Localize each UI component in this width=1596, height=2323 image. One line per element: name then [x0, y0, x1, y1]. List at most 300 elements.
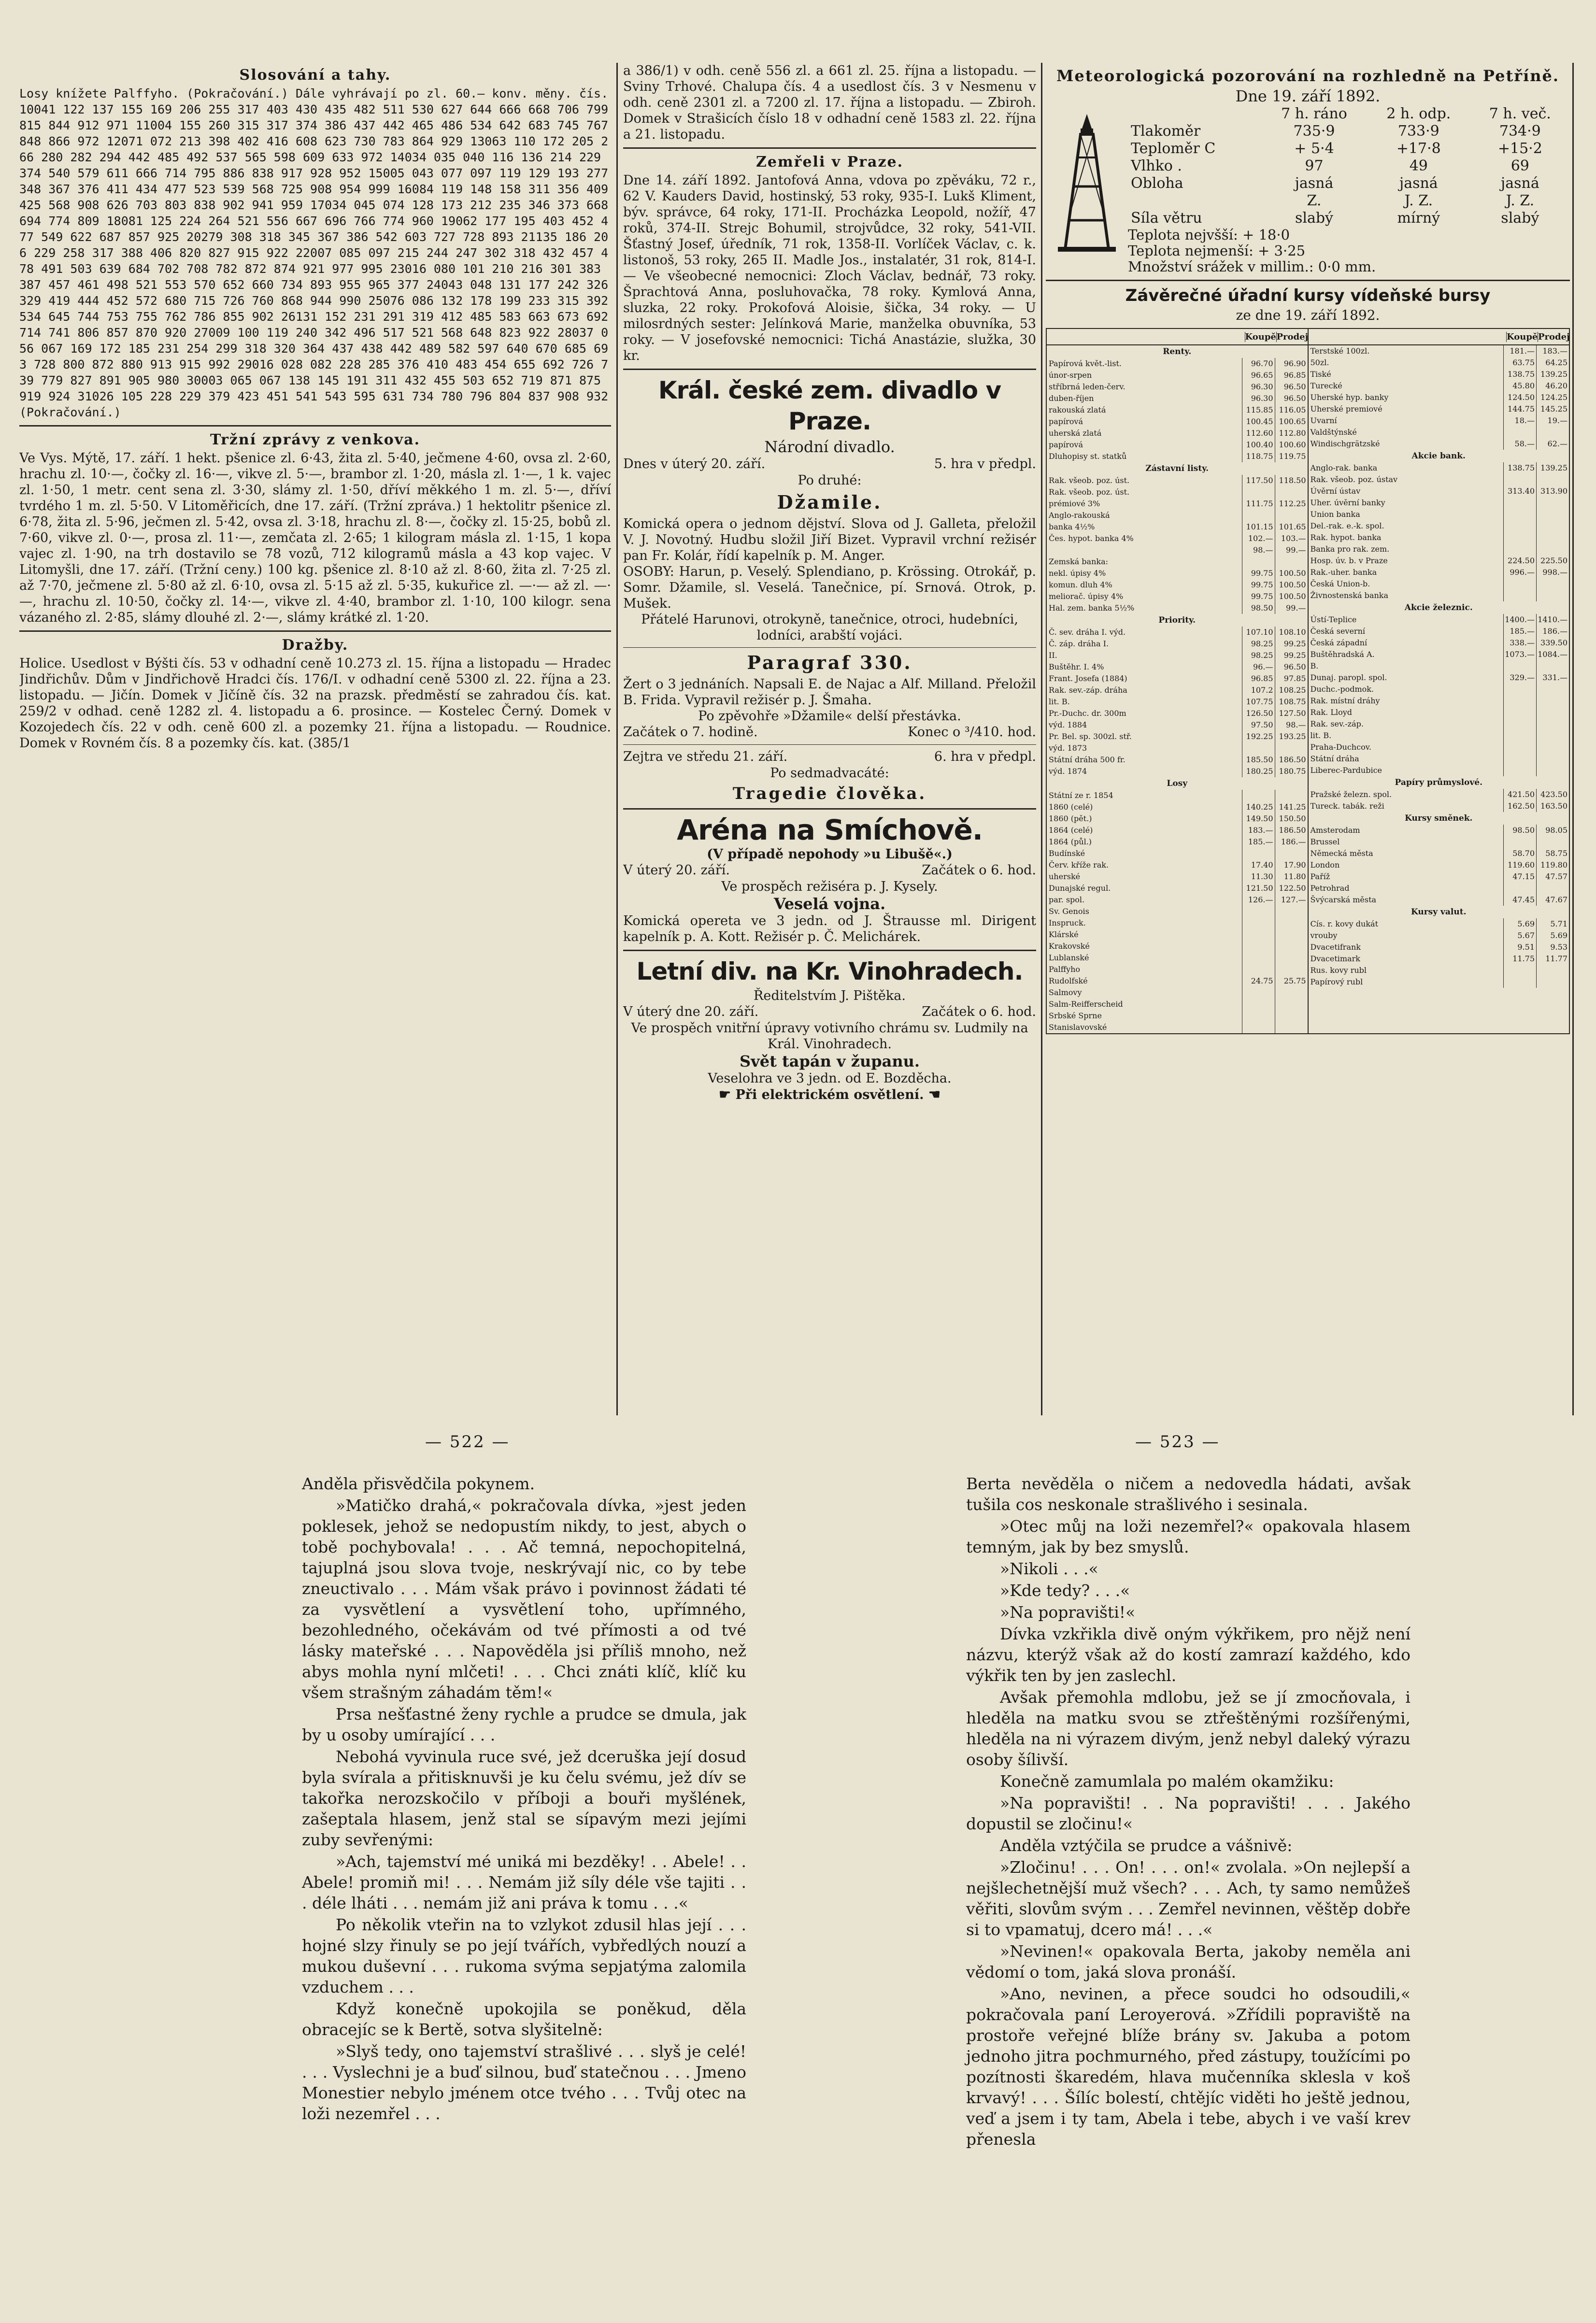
- bourse-buy-price: [1242, 906, 1275, 917]
- bourse-sell-price: 100.65: [1275, 416, 1308, 428]
- bourse-security-name: II.: [1049, 651, 1057, 660]
- bourse-buy-price: 421.50: [1503, 789, 1536, 800]
- bourse-buy-price: 24.75: [1242, 975, 1275, 987]
- bourse-buy-price: 96.65: [1242, 370, 1275, 381]
- meteo-value: slabý: [1295, 210, 1333, 227]
- theatre-performance: 5. hra v předpl.: [934, 456, 1036, 471]
- bourse-row: [1309, 859, 1569, 871]
- bourse-buy-price: [1242, 941, 1275, 952]
- bourse-buy-price: 102.—: [1242, 533, 1275, 544]
- story-paragraph: Nebohá vyvinula ruce své, jež dceruška její dosud byla svírala a přitisknuvši je ku čelu svému, jež dív se takořka nerozskočilo v příboji a bouři myšlének, zašeptala hlasem, jenž stal se sípavým mezi jejími zuby sevřenými:: [302, 1747, 746, 1849]
- bourse-section-heading: Akcie bank.: [1411, 451, 1466, 461]
- bourse-security-name: Česká západní: [1310, 638, 1368, 647]
- bourse-sell-price: [1536, 753, 1569, 765]
- bourse-sell-price: 96.50: [1275, 381, 1308, 393]
- bourse-row: [1047, 1022, 1308, 1033]
- start-time: Začátek o 7. hodině.: [623, 725, 758, 740]
- meteo-value: jasná: [1500, 175, 1539, 192]
- play-cast: OSOBY: Harun, p. Veselý. Splendiano, p. Krössing. Otrokář, p. Somr. Džamile, sl. Veselá. Tanečnice, pí. Srnová. Otrok, p. Mušek.: [623, 564, 1036, 611]
- arena-time: Začátek o 6. hod.: [922, 863, 1036, 878]
- bourse-row: [1047, 1010, 1308, 1022]
- bourse-row: [1047, 568, 1308, 579]
- bourse-buy-price: [1503, 590, 1536, 601]
- bourse-buy-price: 181.—: [1503, 345, 1536, 357]
- bourse-sell-price: 186.—: [1536, 626, 1569, 637]
- arena-title: Aréna na Smíchově.: [677, 813, 983, 846]
- header-koupe: Koupě: [1245, 331, 1276, 342]
- bourse-sell-price: [1536, 883, 1569, 894]
- bourse-security-name: Buštěhr. I. 4%: [1049, 662, 1104, 671]
- bourse-security-name: Rak. všeob. poz. úst.: [1049, 476, 1130, 485]
- bourse-sell-price: 96.50: [1275, 393, 1308, 404]
- bourse-buy-price: 119.60: [1503, 859, 1536, 871]
- bourse-security-name: Uher. úvěrní banky: [1310, 498, 1385, 507]
- meteo-col: 2 h. odp.: [1386, 105, 1451, 122]
- bourse-buy-price: [1503, 427, 1536, 438]
- bourse-sell-price: [1275, 987, 1308, 998]
- bourse-security-name: Hosp. úv. b. v Praze: [1310, 556, 1388, 565]
- bourse-buy-price: 117.50: [1242, 475, 1275, 486]
- bourse-row: [1047, 381, 1308, 393]
- bourse-sell-price: [1536, 590, 1569, 601]
- meteo-label: [1128, 192, 1261, 210]
- letni-time: Začátek o 6. hod.: [922, 1004, 1036, 1019]
- bourse-row: [1047, 987, 1308, 998]
- column-rule: [1041, 63, 1042, 1415]
- bourse-row: [1309, 976, 1569, 988]
- bourse-buy-price: [1503, 707, 1536, 718]
- bourse-sell-price: 119.80: [1536, 859, 1569, 871]
- meteo-value: 735·9: [1293, 123, 1335, 140]
- bourse-sell-price: 1084.—: [1536, 649, 1569, 660]
- bourse-sell-price: 5.69: [1536, 930, 1569, 941]
- bourse-security-name: výd. 1884: [1049, 720, 1087, 729]
- divider: [623, 369, 1036, 370]
- bourse-buy-price: 149.50: [1242, 813, 1275, 825]
- bourse-security-name: Tureck. tabák. reži: [1310, 801, 1384, 811]
- bourse-security-name: Rak. hypot. banka: [1310, 533, 1382, 542]
- meteo-value: +15·2: [1497, 140, 1542, 157]
- bourse-security-name: Úvěrní ústav: [1310, 486, 1361, 496]
- bourse-row: [1047, 754, 1308, 766]
- bourse-security-name: Rus. kovy rubl: [1310, 966, 1367, 975]
- bourse-security-name: Rak. místní dráhy: [1310, 696, 1380, 705]
- bourse-security-name: Tiské: [1310, 370, 1331, 379]
- bourse-row: [1309, 590, 1569, 601]
- bourse-sell-price: 19.—: [1536, 415, 1569, 427]
- bourse-sell-price: 9.53: [1536, 941, 1569, 953]
- bourse-buy-price: [1503, 883, 1536, 894]
- bourse-row: [1047, 638, 1308, 650]
- bourse-security-name: banka 4½%: [1049, 522, 1095, 531]
- bourse-security-name: Státní ze r. 1854: [1049, 791, 1113, 800]
- bourse-row: [1047, 917, 1308, 929]
- bourse-security-name: Union banka: [1310, 510, 1360, 519]
- bourse-row: [1047, 370, 1308, 381]
- meteo-col: 7 h. več.: [1489, 105, 1551, 122]
- bourse-buy-price: 121.50: [1242, 883, 1275, 894]
- bourse-row: [1309, 462, 1569, 474]
- bourse-buy-price: 98.25: [1242, 638, 1275, 650]
- bourse-section-heading: Renty.: [1163, 347, 1192, 356]
- bourse-buy-price: 180.25: [1242, 766, 1275, 777]
- bourse-sell-price: 5.71: [1536, 918, 1569, 930]
- story-paragraph: Prsa nešťastné ženy rychle a prudce se dmula, jak by u osoby umírající . . .: [302, 1705, 746, 1744]
- bourse-buy-price: 996.—: [1503, 567, 1536, 578]
- column-middle: [623, 63, 1036, 1270]
- bourse-security-name: lit. B.: [1310, 731, 1332, 740]
- bourse-row: [1047, 906, 1308, 917]
- letni-title: Letní div. na Kr. Vinohradech.: [636, 957, 1023, 985]
- bourse-security-name: 1864 (půl.): [1049, 837, 1092, 846]
- bourse-sell-price: [1536, 474, 1569, 485]
- bourse-buy-price: 138.75: [1503, 462, 1536, 474]
- divider: [623, 950, 1036, 951]
- bourse-sell-price: [1275, 917, 1308, 929]
- bourse-row: [1047, 404, 1308, 416]
- bourse-buy-price: 185.—: [1503, 626, 1536, 637]
- bourse-row: [1309, 415, 1569, 427]
- bourse-sell-price: 108.10: [1275, 627, 1308, 638]
- theatre-subtitle: Národní divadlo.: [764, 438, 895, 456]
- bourse-row: [1047, 883, 1308, 894]
- bourse-security-name: Dunajské regul.: [1049, 884, 1111, 893]
- pointing-hand-icon: ☛: [718, 1086, 731, 1102]
- bourse-buy-price: [1242, 1022, 1275, 1033]
- bourse-security-name: Lublanské: [1049, 953, 1089, 962]
- column-rule: [616, 63, 618, 1415]
- bourse-row: [1047, 510, 1308, 521]
- bourse-buy-price: [1242, 917, 1275, 929]
- play-title-paragraf: Paragraf 330.: [747, 652, 912, 673]
- divider: [623, 647, 1036, 648]
- meteo-value: J. Z.: [1404, 192, 1433, 209]
- bourse-security-name: Salmovy: [1049, 988, 1082, 997]
- page-number-right: — 523 —: [1135, 1432, 1220, 1452]
- theatre-title: Král. české zem. divadlo v Praze.: [658, 376, 1001, 435]
- story-paragraph: Když konečně upokojila se poněkud, děla obracejíc se k Bertě, sotva slyšitelně:: [302, 1999, 746, 2039]
- bourse-sell-price: 96.85: [1275, 370, 1308, 381]
- bourse-row: [1309, 836, 1569, 848]
- bourse-security-name: 50zl.: [1310, 358, 1329, 367]
- pointing-hand-icon: ☚: [928, 1086, 941, 1102]
- meteo-table: [1128, 105, 1570, 227]
- bourse-sell-price: 47.57: [1536, 871, 1569, 883]
- letni-date-row: [623, 1004, 1036, 1020]
- bourse-row: [1047, 591, 1308, 602]
- meteo-row: [1128, 157, 1570, 175]
- bourse-sell-price: [1536, 707, 1569, 718]
- bourse-security-name: komun. dluh 4%: [1049, 580, 1112, 589]
- bourse-buy-price: [1503, 730, 1536, 741]
- bourse-security-name: lit. B.: [1049, 697, 1070, 706]
- bourse-sell-price: [1275, 556, 1308, 568]
- bourse-buy-price: 58.—: [1503, 438, 1536, 450]
- bourse-row: [1047, 486, 1308, 498]
- bourse-security-name: Salm-Reifferscheid: [1049, 999, 1123, 1009]
- bourse-section-heading: Losy: [1167, 779, 1188, 788]
- bourse-row: [1047, 825, 1308, 836]
- paragraf-description: Žert o 3 jednáních. Napsali E. de Najac a Alf. Milland. Přeložil B. Frida. Vypravil režisér p. J. Šmaha.: [623, 677, 1036, 708]
- header-koupe: Koupě: [1507, 331, 1538, 342]
- bourse-sell-price: 98.05: [1536, 825, 1569, 836]
- meteo-title: Meteorologická pozorování na rozhledně na Petříně.: [1056, 67, 1560, 85]
- bourse-buy-price: 183.—: [1242, 825, 1275, 836]
- divider: [623, 147, 1036, 149]
- bourse-row: [1047, 475, 1308, 486]
- bourse-sell-price: 96.90: [1275, 358, 1308, 370]
- bourse-buy-price: 99.75: [1242, 579, 1275, 591]
- bourse-buy-price: [1503, 976, 1536, 988]
- story-paragraph: Anděla vztýčila se prudce a vášnivě:: [1000, 1836, 1293, 1855]
- bourse-row: [1309, 941, 1569, 953]
- divider: [1046, 280, 1570, 281]
- bourse-security-name: únor-srpen: [1049, 371, 1092, 380]
- bourse-buy-price: 5.67: [1503, 930, 1536, 941]
- bourse-column-left: [1047, 329, 1308, 1033]
- meteo-header-row: [1128, 105, 1570, 123]
- bourse-sell-price: [1536, 578, 1569, 590]
- bourse-row: [1047, 416, 1308, 428]
- bourse-buy-price: 118.75: [1242, 451, 1275, 462]
- bourse-row: [1047, 742, 1308, 754]
- bourse-buy-price: 192.25: [1242, 731, 1275, 742]
- bourse-security-name: Krakovské: [1049, 941, 1090, 951]
- bourse-security-name: Paříž: [1310, 872, 1330, 881]
- bourse-sell-price: 100.60: [1275, 439, 1308, 451]
- bourse-sell-price: 139.25: [1536, 462, 1569, 474]
- bourse-buy-price: 100.40: [1242, 439, 1275, 451]
- story-paragraph: »Ach, tajemství mé uniká mi bezděky! . . Abele! . . Abele! promiň mi! . . . Nemám již síly déle vše tajiti . . . déle lháti . . . nemám již ani práva k tomu . . .«: [302, 1852, 746, 1912]
- auctions-continued: a 386/1) v odh. ceně 556 zl. a 661 zl. 25. října a listopadu. — Sviny Trhové. Chalupa čís. 4 a usedlost čís. 3 v Nesmenu v odh. ceně 2301 zl. a 7200 zl. 17. října a listopadu. — Zbiroh. Domek v Strašicích číslo 18 v odhadní ceně 1583 zl. 22. října a 21. listopadu.: [623, 63, 1036, 142]
- bourse-row: [1309, 930, 1569, 941]
- story-paragraph: Anděla přisvědčila pokynem.: [302, 1474, 535, 1493]
- bourse-security-name: uherské: [1049, 872, 1081, 881]
- bourse-sell-price: 25.75: [1275, 975, 1308, 987]
- bourse-buy-price: 99.75: [1242, 591, 1275, 602]
- bourse-security-name: Č. sev. dráha I. výd.: [1049, 627, 1126, 637]
- bourse-buy-price: [1242, 1010, 1275, 1022]
- electric-light-note: Při elektrickém osvětlení.: [735, 1087, 924, 1102]
- bourse-buy-price: [1242, 848, 1275, 859]
- meteo-block: [1046, 105, 1570, 275]
- divider: [19, 630, 611, 632]
- bourse-security-name: Valdštýnské: [1310, 428, 1357, 437]
- bourse-buy-price: [1503, 741, 1536, 753]
- bourse-sell-price: 180.75: [1275, 766, 1308, 777]
- bourse-sell-price: 47.67: [1536, 894, 1569, 906]
- bourse-buy-price: 138.75: [1503, 369, 1536, 380]
- bourse-row: [1309, 718, 1569, 730]
- bourse-sell-price: [1275, 1022, 1308, 1033]
- bourse-security-name: Rak. sev.-záp.: [1310, 719, 1364, 728]
- bourse-security-name: Palffyho: [1049, 965, 1081, 974]
- bourse-buy-price: [1242, 486, 1275, 498]
- bourse-buy-price: 96.85: [1242, 673, 1275, 684]
- bourse-row: [1309, 765, 1569, 776]
- bourse-row: [1309, 800, 1569, 812]
- letni-subtitle: Ředitelstvím J. Pištěka.: [754, 988, 906, 1003]
- bourse-security-name: Anglo-rak. banka: [1310, 463, 1378, 472]
- bourse-row: [1047, 451, 1308, 462]
- bourse-buy-price: [1242, 952, 1275, 964]
- bourse-sell-price: 116.05: [1275, 404, 1308, 416]
- bourse-security-name: B.: [1310, 661, 1319, 670]
- arena-date-row: [623, 862, 1036, 879]
- bourse-security-name: Brussel: [1310, 837, 1340, 846]
- bourse-header: [1309, 329, 1569, 345]
- bourse-sell-price: [1536, 718, 1569, 730]
- play-extras: Přátelé Harunovi, otrokyně, tanečnice, otroci, hudebníci, lodníci, arabští vojáci.: [641, 612, 1018, 643]
- theatre-second: Po druhé:: [798, 473, 862, 488]
- story-paragraph: »Ano, nevinen, a přece soudci ho odsoudili,« pokračovala paní Leroyerová. »Zřídili popraviště na prostoře veřejné blíže brány sv. Jakuba a potom jednoho jitra pochmurného, před zástupy, toužícími po pozítnosti škaredém, hlava mučenníka sklesla v koš krvavý! . . . Šílíc bolestí, chtějíc viděti ho ještě jednou, veď a jsem i ty tam, Abela i tebe, abych i ve vaší krev přenesla: [966, 1984, 1411, 2149]
- bourse-sell-price: 998.—: [1536, 567, 1569, 578]
- bourse-row: [1309, 474, 1569, 485]
- bourse-security-name: Cís. r. kovy dukát: [1310, 919, 1379, 928]
- bourse-row: [1309, 953, 1569, 965]
- arena-description: Komická opereta ve 3 jedn. od J. Štrausse ml. Dirigent kapelník p. A. Kott. Režisér p. Č. Melichárek.: [623, 913, 1036, 944]
- story-paragraph: »Nevinen!« opakovala Berta, jakoby neměla ani vědomí o tom, jaká slova pronáší.: [966, 1942, 1411, 1981]
- bourse-buy-price: 126.50: [1242, 708, 1275, 719]
- bourse-security-name: Rak. sev.-záp. dráha: [1049, 685, 1127, 695]
- story-paragraph: »Otec můj na loži nezemřel?« opakovala hlasem temným, jak by bez smyslů.: [966, 1517, 1411, 1556]
- bourse-row: [1309, 427, 1569, 438]
- meteo-value: slabý: [1501, 210, 1539, 227]
- paragraf-intermission: Po zpěvohře »Džamile« delší přestávka.: [698, 709, 961, 724]
- bourse-security-name: Petrohrad: [1310, 884, 1350, 893]
- bourse-sell-price: [1536, 660, 1569, 672]
- bourse-sell-price: 17.90: [1275, 859, 1308, 871]
- bourse-section-heading: Zástavní listy.: [1145, 464, 1209, 473]
- tomorrow-performance: 6. hra v předpl.: [934, 749, 1036, 764]
- bourse-sell-price: [1536, 965, 1569, 976]
- bourse-security-name: Česká severní: [1310, 627, 1365, 636]
- bourse-buy-price: [1242, 998, 1275, 1010]
- bourse-security-name: Budínské: [1049, 849, 1085, 858]
- end-time: Konec o ³/410. hod.: [908, 725, 1036, 740]
- meteo-value: 69: [1510, 157, 1529, 174]
- bourse-buy-price: [1503, 474, 1536, 485]
- bourse-sell-price: [1536, 765, 1569, 776]
- bourse-sell-price: 62.—: [1536, 438, 1569, 450]
- heading-slosovani: Slosování a tahy.: [239, 67, 391, 84]
- bourse-security-name: duben-říjen: [1049, 394, 1094, 403]
- bourse-buy-price: 107.2: [1242, 684, 1275, 696]
- market-reports: Ve Vys. Mýtě, 17. září. 1 hekt. pšenice zl. 6·43, žita zl. 5·40, ječmene 4·60, ovsa zl. 2·60, hrachu zl. 10·—, čočky zl. 16·—, vikve zl. 5·—, brambor zl. 1·20, másla zl. 1·—, 1 k. vajec zl. 1·50, 1 metr. cent sena zl. 3·30, slámy zl. 1·50, dříví měkkého 1 m. zl. 5·—, dříví tvrdého 1 m. zl. 5·50. V Litoměřicích, dne 17. září. (Tržní zpráva.) 1 hektolitr pšenice zl. 6·78, žita zl. 5·96, ječmen zl. 5·42, ovsa zl. 3·18, hrachu zl. 8·—, čočky zl. 15·25, bobů zl. 7·60, vikve zl. 0·—, prosa zl. 11·—, zemčata zl. 2·65; 1 kilogram másla zl. 1·15, 1 kopa vajec zl. 1·90, na trh dostavilo se 78 vozů, 712 kilogramů másla a 43 kop vajec. V Litomyšli, dne 17. září. (Tržní ceny.) 100 kg. pšenice zl. 8·10 až zl. 8·60, žita zl. 7·25 zl. až 7·70, ječmene zl. 5·80 až zl. 6·10, ovsa zl. 5·15 až zl. 5·35, kukuřice zl. —·— až zl. —·—, hrachu zl. 10·50, čočky zl. 14·—, vikve zl. 4·40, brambor zl. 1·10, 100 kilogr. sena vázaného zl. 2·85, slámy dlouhé zl. 2·—, slámy krátké zl. 1·20.: [19, 451, 611, 625]
- bourse-sell-price: 1410.—: [1536, 614, 1569, 626]
- bourse-sell-price: [1275, 941, 1308, 952]
- bourse-section-heading: Kursy valut.: [1411, 907, 1467, 917]
- bourse-sell-price: 97.85: [1275, 673, 1308, 684]
- bourse-row: [1047, 498, 1308, 510]
- bourse-security-name: Klárské: [1049, 930, 1079, 939]
- bourse-row: [1047, 964, 1308, 975]
- meteo-row: [1128, 140, 1570, 157]
- letni-play: Svět tapán v županu.: [740, 1052, 920, 1070]
- bourse-sell-price: 118.50: [1275, 475, 1308, 486]
- story-paragraph: »Slyš tedy, ono tajemství strašlivé . . . slyš je celé! . . . Vyslechni je a buď silnou, buď statečnou . . . Jmeno Monestier nebylo jménem otce tvého . . . Tvůj otec na loži nezemřel . . .: [302, 2042, 746, 2123]
- bourse-security-name: Č. záp. dráha I.: [1049, 639, 1109, 648]
- bourse-sell-price: 331.—: [1536, 672, 1569, 684]
- bourse-sell-price: [1536, 520, 1569, 532]
- bourse-row: [1309, 626, 1569, 637]
- bourse-row: [1047, 929, 1308, 941]
- bourse-security-name: 1864 (celé): [1049, 826, 1093, 835]
- bourse-row: [1309, 637, 1569, 649]
- arena-benefit: Ve prospěch režiséra p. J. Kysely.: [721, 879, 938, 894]
- bourse-buy-price: [1242, 929, 1275, 941]
- story-paragraph: »Kde tedy? . . .«: [1000, 1581, 1130, 1600]
- divider: [19, 425, 611, 427]
- bourse-row: [1309, 392, 1569, 403]
- bourse-security-name: uherská zlatá: [1049, 428, 1102, 438]
- bourse-row: [1309, 555, 1569, 567]
- bourse-security-name: Pr.-Duchc. dr. 300m: [1049, 709, 1126, 718]
- bourse-security-name: Papírová květ.-list.: [1049, 359, 1122, 368]
- arena-play: Veselá vojna.: [773, 895, 886, 913]
- bourse-buy-price: 5.69: [1503, 918, 1536, 930]
- bourse-sell-price: 127.—: [1275, 894, 1308, 906]
- bourse-sell-price: 46.20: [1536, 380, 1569, 392]
- bourse-sell-price: 186.—: [1275, 836, 1308, 848]
- bourse-security-name: výd. 1873: [1049, 743, 1087, 753]
- bourse-security-name: Amsterodam: [1310, 826, 1360, 835]
- bourse-buy-price: 47.15: [1503, 871, 1536, 883]
- bourse-row: [1309, 485, 1569, 497]
- bourse-buy-price: 96.30: [1242, 381, 1275, 393]
- meteo-value: 733·9: [1397, 123, 1439, 140]
- bourse-row: [1047, 871, 1308, 883]
- bourse-buy-price: [1503, 718, 1536, 730]
- bourse-sell-price: [1536, 543, 1569, 555]
- meteo-max: Teplota nejvšší: + 18·0: [1128, 227, 1290, 243]
- bourse-security-name: Dvacetimark: [1310, 954, 1360, 963]
- letni-play-sub: Veselohra ve 3 jedn. od E. Bozděcha.: [708, 1071, 952, 1086]
- bourse-buy-price: [1503, 753, 1536, 765]
- story-paragraph: »Na popravišti!«: [1000, 1603, 1136, 1622]
- bourse-row: [1047, 894, 1308, 906]
- bourse-row: [1309, 649, 1569, 660]
- play-title-dzamile: Džamile.: [777, 491, 883, 513]
- bourse-row: [1309, 825, 1569, 836]
- meteo-col: 7 h. ráno: [1281, 105, 1347, 122]
- bourse-buy-price: 98.25: [1242, 650, 1275, 661]
- bourse-header: [1047, 329, 1308, 345]
- bourse-sell-price: [1536, 730, 1569, 741]
- bourse-sell-price: [1536, 976, 1569, 988]
- bourse-sell-price: 11.80: [1275, 871, 1308, 883]
- tomorrow-date: Zejtra ve středu 21. září.: [623, 749, 788, 764]
- bourse-sell-price: 112.80: [1275, 428, 1308, 439]
- bourse-security-name: Windischgrätzské: [1310, 439, 1380, 448]
- meteo-row: [1128, 210, 1570, 227]
- bourse-security-name: Pražské železn. spol.: [1310, 790, 1392, 799]
- bourse-buy-price: [1242, 987, 1275, 998]
- meteo-value: jasná: [1399, 175, 1438, 192]
- bourse-sell-price: [1275, 848, 1308, 859]
- bourse-security-name: meliorač. úpisy 4%: [1049, 592, 1124, 601]
- bourse-buy-price: [1242, 964, 1275, 975]
- theatre-date: Dnes v úterý 20. září.: [623, 456, 766, 471]
- bourse-row: [1309, 614, 1569, 626]
- meteo-row: [1128, 192, 1570, 210]
- story-paragraph: »Nikoli . . .«: [1000, 1559, 1098, 1578]
- meteo-value: + 5·4: [1294, 140, 1334, 157]
- bourse-buy-price: 162.50: [1503, 800, 1536, 812]
- bourse-buy-price: 1073.—: [1503, 649, 1536, 660]
- bourse-sell-price: [1536, 497, 1569, 509]
- bourse-security-name: Rak.-uher. banka: [1310, 568, 1377, 577]
